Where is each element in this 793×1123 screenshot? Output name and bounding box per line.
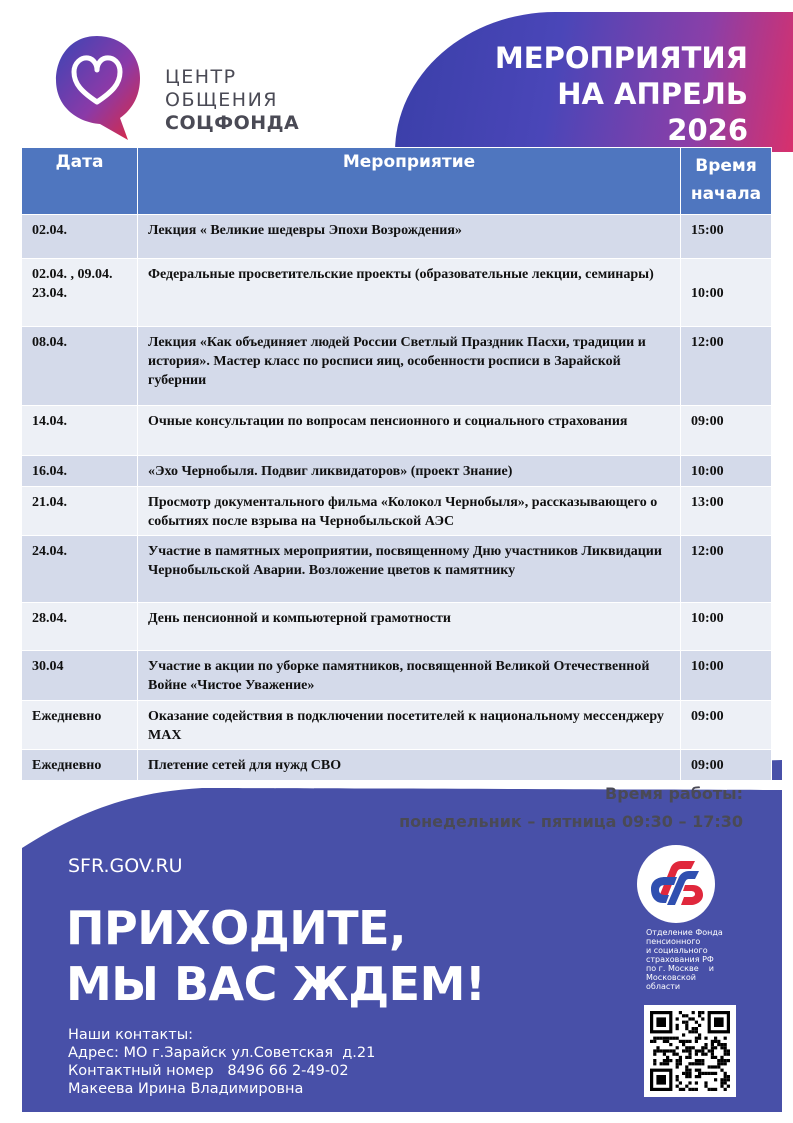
row-date: 21.04. xyxy=(22,487,138,536)
row-event: Участие в памятных мероприятии, посвященному Дню участников Ликвидации Чернобыльской Аварии. Возложение цветов к памятнику xyxy=(138,536,681,603)
org-name-line2: ОБЩЕНИЯ xyxy=(165,89,278,111)
qr-code[interactable] xyxy=(644,1005,736,1097)
page-title xyxy=(495,40,748,148)
table-row xyxy=(22,536,772,603)
row-time: 09:00 xyxy=(681,406,772,456)
row-time: 13:00 xyxy=(681,487,772,536)
row-date: 30.04 xyxy=(22,651,138,701)
row-event: «Эхо Чернобыля. Подвиг ликвидаторов» (проект Знание) xyxy=(138,456,681,487)
table-row xyxy=(22,456,772,487)
table-row xyxy=(22,603,772,651)
header-date: Дата xyxy=(22,148,138,215)
row-time: 09:00 xyxy=(681,701,772,750)
row-event: Очные консультации по вопросам пенсионного и социального страхования xyxy=(138,406,681,456)
contacts xyxy=(68,1026,375,1098)
row-event: Федеральные просветительские проекты (образовательные лекции, семинары) xyxy=(138,259,681,327)
sfr-org-line4: страхования РФ xyxy=(646,955,714,964)
events-table xyxy=(21,147,772,781)
row-event: Плетение сетей для нужд СВО xyxy=(138,750,681,781)
slogan-line2: МЫ ВАС ЖДЕМ! xyxy=(66,957,486,1011)
row-time: 10:00 xyxy=(681,259,772,327)
table-header-row xyxy=(22,148,772,215)
contacts-phone: Контактный номер 8496 66 2-49-02 xyxy=(68,1063,349,1079)
sfr-org-name xyxy=(646,928,741,991)
row-event: День пенсионной и компьютерной грамотности xyxy=(138,603,681,651)
row-time: 10:00 xyxy=(681,603,772,651)
work-hours-title: Время работы: xyxy=(605,784,743,803)
title-line3: 2026 xyxy=(667,113,748,147)
table-row xyxy=(22,487,772,536)
row-time: 10:00 xyxy=(681,456,772,487)
row-time: 09:00 xyxy=(681,750,772,781)
row-date: 02.04. xyxy=(22,215,138,259)
slogan xyxy=(66,900,485,1012)
qr-code-icon xyxy=(644,1005,736,1097)
sfr-org-line6: Московской xyxy=(646,973,696,982)
header-time-line2: начала xyxy=(690,184,762,204)
row-time: 10:00 xyxy=(681,651,772,701)
table-row xyxy=(22,259,772,327)
row-event: Просмотр документального фильма «Колокол Чернобыля», рассказывающего о событиях после взрыва на Чернобыльской АЭС xyxy=(138,487,681,536)
table-row xyxy=(22,651,772,701)
table-row xyxy=(22,406,772,456)
header-time xyxy=(681,148,772,215)
org-name-line1: ЦЕНТР xyxy=(165,66,237,88)
header-time-line1: Время xyxy=(695,156,757,176)
header-event: Мероприятие xyxy=(138,148,681,215)
row-date: 14.04. xyxy=(22,406,138,456)
row-date: 16.04. xyxy=(22,456,138,487)
table-row xyxy=(22,215,772,259)
slogan-line1: ПРИХОДИТЕ, xyxy=(66,901,407,955)
row-date: 24.04. xyxy=(22,536,138,603)
title-line2: НА АПРЕЛЬ xyxy=(557,77,748,111)
contacts-title: Наши контакты: xyxy=(68,1027,194,1043)
sfr-org-line5: по г. Москве и xyxy=(646,964,714,973)
work-hours-schedule: понедельник – пятница 09:30 – 17:30 xyxy=(399,812,743,831)
sfr-logo-icon xyxy=(637,845,715,923)
org-name-line3: СОЦФОНДА xyxy=(165,112,300,134)
org-name xyxy=(165,66,299,135)
row-event: Лекция « Великие шедевры Эпохи Возрождения» xyxy=(138,215,681,259)
row-date: 08.04. xyxy=(22,327,138,406)
site-link[interactable]: SFR.GOV.RU xyxy=(68,855,183,877)
row-date: 28.04. xyxy=(22,603,138,651)
title-line1: МЕРОПРИЯТИЯ xyxy=(494,41,748,75)
row-time: 12:00 xyxy=(681,327,772,406)
row-time: 12:00 xyxy=(681,536,772,603)
work-hours xyxy=(399,780,743,836)
row-time: 15:00 xyxy=(681,215,772,259)
table-row xyxy=(22,327,772,406)
row-date: 02.04. , 09.04. 23.04. xyxy=(22,259,138,327)
heart-logo-icon xyxy=(52,30,142,142)
row-event: Оказание содействия в подключении посетителей к национальному мессенджеру MAX xyxy=(138,701,681,750)
sfr-org-line1: Отделение Фонда xyxy=(646,928,723,937)
row-date: Ежедневно xyxy=(22,750,138,781)
row-date: Ежедневно xyxy=(22,701,138,750)
table-row xyxy=(22,701,772,750)
row-event: Участие в акции по уборке памятников, посвященной Великой Отечественной Войне «Чистое Уважение» xyxy=(138,651,681,701)
sfr-org-line3: и социального xyxy=(646,946,708,955)
sfr-org-line2: пенсионного xyxy=(646,937,701,946)
contacts-address: Адрес: МО г.Зарайск ул.Советская д.21 xyxy=(68,1045,376,1061)
row-event: Лекция «Как объединяет людей России Светлый Праздник Пасхи, традиции и история». Мастер класс по росписи яиц, особенности росписи в Зарайской губернии xyxy=(138,327,681,406)
sfr-org-line7: области xyxy=(646,982,681,991)
contacts-person: Макеева Ирина Владимировна xyxy=(68,1081,304,1097)
sfr-logo xyxy=(637,845,715,923)
table-row xyxy=(22,750,772,781)
